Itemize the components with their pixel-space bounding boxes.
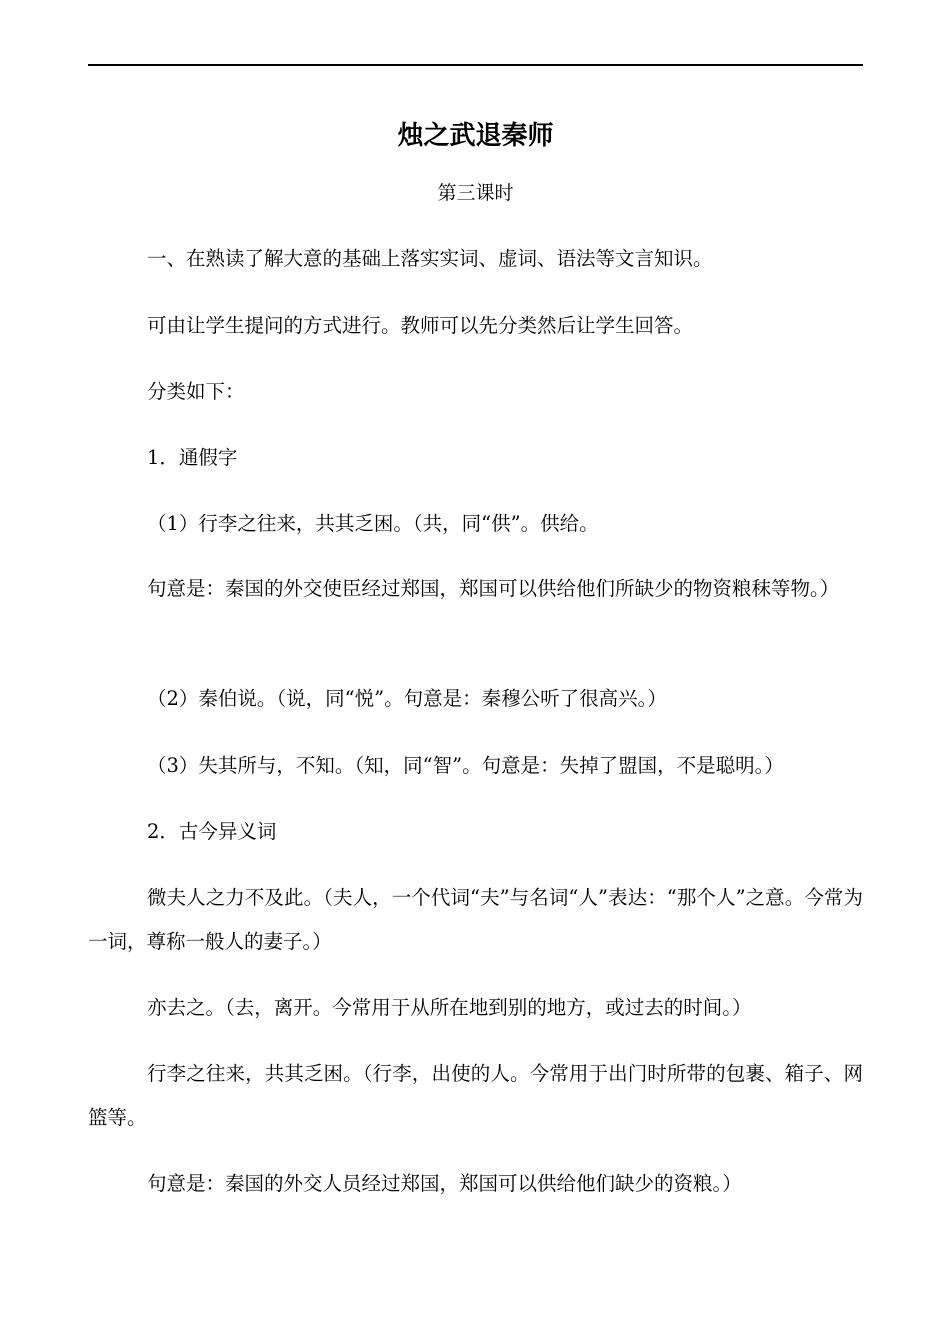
- paragraph-intro: 一、在熟读了解大意的基础上落实实词、虚词、语法等文言知识。: [147, 247, 713, 270]
- paragraph-furen: 微夫人之力不及此。（夫人，一个代词“夫”与名词“人”表达：“那个人”之意。今常为一词，尊称一般人的妻子。）: [88, 886, 863, 953]
- document-title: 烛之武退秦师: [397, 121, 554, 151]
- paragraph-qu: 亦去之。（去，离开。今常用于从所在地到别的地方，或过去的时间。）: [147, 996, 752, 1019]
- paragraph-meaning-1: 句意是：秦国的外交使臣经过郑国，郑国可以供给他们所缺少的物资粮秣等物。）: [147, 577, 840, 600]
- paragraph-method: 可由让学生提问的方式进行。教师可以先分类然后让学生回答。: [147, 314, 694, 337]
- paragraph-xingli: 行李之往来，共其乏困。（行李，出使的人。今常用于出门时所带的包裹、箱子、网篮等。: [88, 1062, 863, 1129]
- paragraph-example-3: （3）失其所与，不知。（知，同“智”。句意是：失掉了盟国，不是聪明。）: [147, 754, 784, 777]
- document-subtitle: 第三课时: [437, 182, 514, 204]
- paragraph-example-2: （2）秦伯说。（说，同“悦”。句意是：秦穆公听了很高兴。）: [147, 687, 667, 710]
- paragraph-example-1: （1）行李之往来，共其乏困。（共，同“供”。供给。: [147, 512, 599, 535]
- heading-tongjiazi: 1．通假字: [147, 446, 238, 469]
- heading-gujin-yiyi: 2．古今异义词: [147, 820, 277, 843]
- header-rule: [88, 64, 863, 66]
- paragraph-categories: 分类如下：: [147, 380, 245, 403]
- paragraph-meaning-xingli: 句意是：秦国的外交人员经过郑国，郑国可以供给他们缺少的资粮。）: [147, 1172, 742, 1195]
